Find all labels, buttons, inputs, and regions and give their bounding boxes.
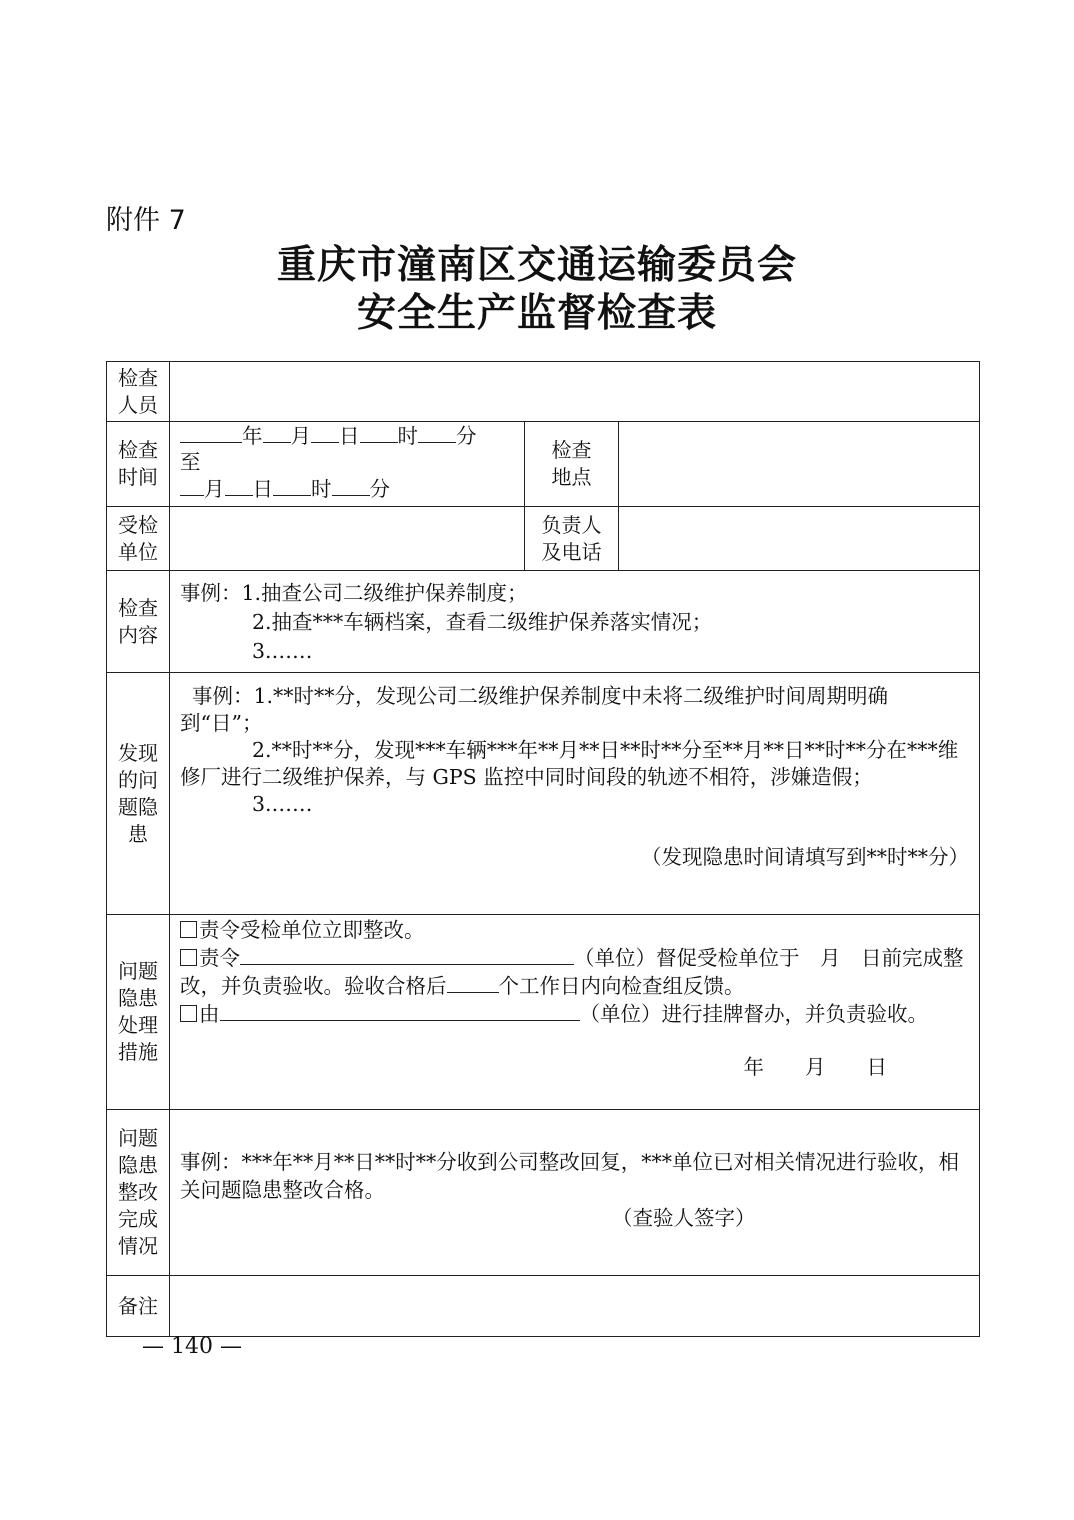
row-completion [107,1110,980,1276]
day-unit: 日 [339,424,360,448]
measure-option-1: 责令受检单位立即整改。 [199,918,425,942]
minute-unit: 分 [456,424,477,448]
content-line-3: 3.…… [252,639,313,663]
unit-blank-2[interactable] [220,1000,580,1021]
content-line-1: 事例：1.抽查公司二级维护保养制度； [180,581,528,605]
completion-label-cell [107,1110,170,1276]
completion-label: 问题隐患整改完成情况 [118,1126,158,1258]
problems-label: 发现的问题隐患 [118,740,158,846]
row-unit-contact [107,507,980,571]
content-field[interactable] [170,571,980,673]
problems-line-2: 2.**时**分，发现***车辆***年**月**日**时**分至**月**日**时**分在***维修厂进行二级维护保养，与 GPS 监控中同时间段的轨迹不相符，涉嫌造假； [180,738,959,789]
completion-sign: （查验人签字） [612,1206,756,1230]
time-field[interactable] [170,422,525,507]
measure-option-2b: （单位）督促受检单位于 月 日前完成整改，并负责验收。验收合格后 [180,946,964,998]
day-unit-2: 日 [252,477,273,501]
row-problems [107,673,980,915]
problems-line-3: 3.…… [252,792,313,816]
measures-label-cell [107,915,170,1110]
hour-unit: 时 [397,424,418,448]
page-title: 重庆市潼南区交通运输委员会 [276,242,797,288]
page-subtitle: 安全生产监督检查表 [356,290,717,336]
unit-label: 受检单位 [118,512,158,564]
content-label-cell [107,571,170,673]
measures-label: 问题隐患处理措施 [118,959,158,1064]
time-to: 至 [180,450,201,474]
remarks-label: 备注 [118,1293,158,1318]
unit-label-cell [107,507,170,571]
problems-label-cell [107,673,170,915]
place-field[interactable] [619,422,980,507]
row-remarks [107,1276,980,1337]
row-measures [107,915,980,1110]
checkbox-supervise[interactable] [180,1005,197,1022]
unit-blank-1[interactable] [240,944,574,965]
page-number: — 140 — [142,1334,242,1359]
month-unit: 月 [290,424,311,448]
attachment-label: 附件 7 [106,205,186,236]
row-time-place [107,422,980,507]
year-unit: 年 [242,424,263,448]
place-label: 检查地点 [551,438,592,489]
checkbox-order-unit[interactable] [180,949,197,966]
problems-line-1: 事例：1.**时**分，发现公司二级维护保养制度中未将二级维护时间周期明确到“日”； [180,684,889,735]
problems-field[interactable] [170,673,980,915]
days-blank[interactable] [447,972,499,993]
completion-text: 事例：***年**月**日**时**分收到公司整改回复，***单位已对相关情况进行验收，相关问题隐患整改合格。 [180,1150,959,1202]
measures-date: 年 月 日 [743,1055,888,1079]
place-label-cell [525,422,619,507]
remarks-field[interactable] [170,1276,980,1337]
measure-option-2a: 责令 [199,946,240,970]
minute-unit-2: 分 [369,477,390,501]
inspector-label: 检查人员 [118,365,158,417]
content-line-2: 2.抽查***车辆档案，查看二级维护保养落实情况； [252,610,713,634]
time-label-cell [107,422,170,507]
checkbox-immediate[interactable] [180,921,197,938]
problems-note: （发现隐患时间请填写到**时**分） [641,845,970,869]
inspector-label-cell [107,362,170,422]
measures-field [170,915,980,1110]
measure-option-3b: （单位）进行挂牌督办，并负责验收。 [579,1002,928,1026]
contact-label: 负责人及电话 [541,512,602,564]
inspection-form [106,361,980,1337]
contact-field[interactable] [619,507,980,571]
unit-field[interactable] [170,507,525,571]
measure-option-3a: 由 [199,1002,220,1026]
month-unit-2: 月 [204,477,225,501]
measure-option-2c: 个工作日内向检查组反馈。 [498,974,745,998]
content-label: 检查内容 [118,595,158,647]
remarks-label-cell [107,1276,170,1337]
contact-label-cell [525,507,619,571]
row-content [107,571,980,673]
inspector-field[interactable] [170,362,980,422]
hour-unit-2: 时 [311,477,332,501]
time-label: 检查时间 [118,438,158,489]
completion-field[interactable] [170,1110,980,1276]
row-inspector [107,362,980,422]
